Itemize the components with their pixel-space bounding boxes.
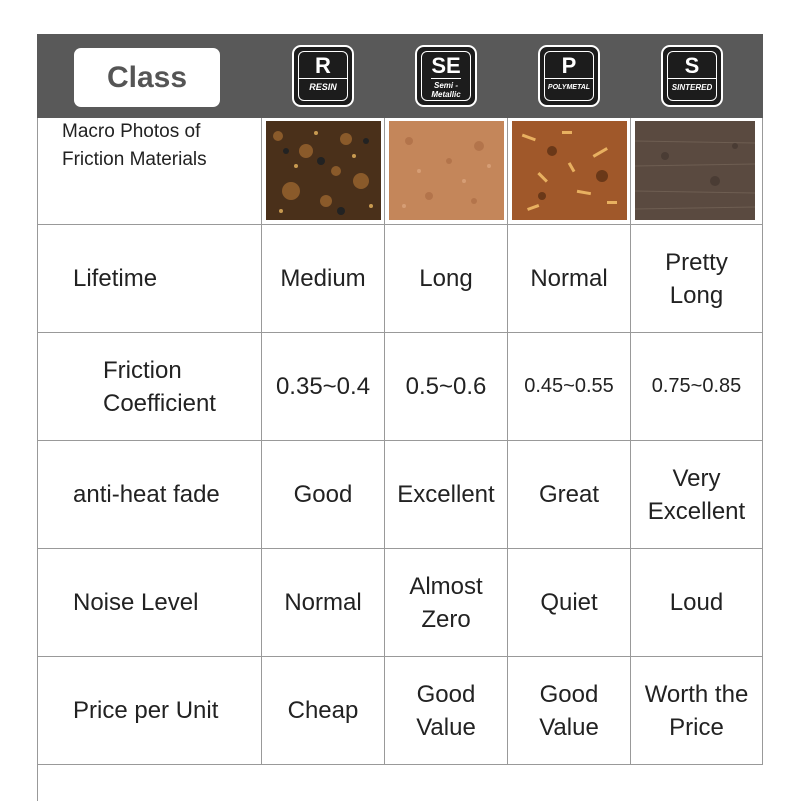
semi-metallic-badge [415, 45, 477, 107]
friction-semi-metallic: 0.5~0.6 [385, 333, 508, 441]
lifetime-semi-metallic: Long [385, 225, 508, 333]
noise-polymetal: Quiet [508, 549, 631, 657]
friction-sintered: 0.75~0.85 [631, 333, 763, 441]
photo-cell-polymetal [508, 118, 631, 225]
photo-cell-semi-metallic [385, 118, 508, 225]
badge-sub: POLYMETAL [545, 78, 593, 92]
class-label: Class [74, 48, 220, 107]
resin-badge [292, 45, 354, 107]
price-resin: Cheap [262, 657, 385, 765]
badge-sub: Semi - Metallic [431, 78, 461, 99]
row-label-lifetime: Lifetime [37, 225, 262, 333]
badge-letter: R [315, 53, 331, 78]
table-header [37, 34, 763, 118]
row-label-price-per-unit: Price per Unit [37, 657, 262, 765]
sintered-badge [661, 45, 723, 107]
badge-letter: P [561, 53, 577, 78]
badge-letter: SE [431, 53, 461, 78]
photo-label-line1: Macro Photos of [62, 121, 201, 142]
lifetime-sintered: Pretty Long [631, 225, 763, 333]
photo-cell-resin [262, 118, 385, 225]
photo-label-line2: Friction Materials [62, 149, 207, 170]
row-label-friction-coefficient: Friction Coefficient [37, 333, 262, 441]
photo-cell-sintered [631, 118, 763, 225]
noise-resin: Normal [262, 549, 385, 657]
price-polymetal: Good Value [508, 657, 631, 765]
row-label-anti-heat-fade: anti-heat fade [37, 441, 262, 549]
semi-metallic-material-photo [389, 121, 504, 220]
price-sintered: Worth the Price [631, 657, 763, 765]
noise-sintered: Loud [631, 549, 763, 657]
row-label-noise-level: Noise Level [37, 549, 262, 657]
badge-sub: RESIN [299, 78, 347, 92]
lifetime-polymetal: Normal [508, 225, 631, 333]
photo-row-label [37, 118, 262, 225]
badge-sub: SINTERED [668, 78, 716, 92]
heat-fade-sintered: Very Excellent [631, 441, 763, 549]
polymetal-badge [538, 45, 600, 107]
price-semi-metallic: Good Value [385, 657, 508, 765]
heat-fade-semi-metallic: Excellent [385, 441, 508, 549]
badge-letter: S [684, 53, 700, 78]
noise-semi-metallic: Almost Zero [385, 549, 508, 657]
heat-fade-polymetal: Great [508, 441, 631, 549]
polymetal-material-photo [512, 121, 627, 220]
friction-polymetal: 0.45~0.55 [508, 333, 631, 441]
sintered-material-photo [635, 121, 755, 220]
resin-material-photo [266, 121, 381, 220]
heat-fade-resin: Good [262, 441, 385, 549]
lifetime-resin: Medium [262, 225, 385, 333]
friction-resin: 0.35~0.4 [262, 333, 385, 441]
